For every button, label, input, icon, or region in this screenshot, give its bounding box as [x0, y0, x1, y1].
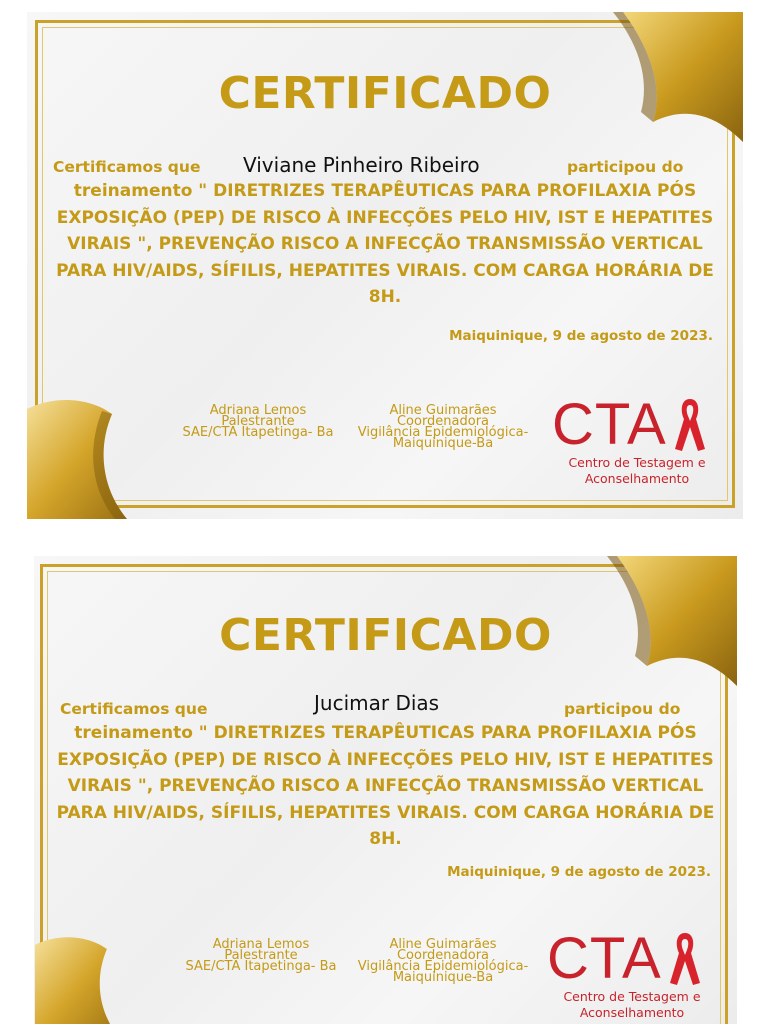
training-description: treinamento " DIRETRIZES TERAPÊUTICAS PARA PROFILAXIA PÓS EXPOSIÇÃO (PEP) DE RISCO À INFECÇÕES PELO HIV, IST E HEPATITES VIRAIS ", PREVENÇÃO RISCO A INFECÇÃO TRANSMISSÃO VERTICAL PARA HIV/AIDS, SÍFILIS, HEPATITES VIRAIS. COM CARGA HORÁRIA DE 8H. [56, 723, 715, 849]
signature-role: Coordenadora [396, 414, 490, 429]
cta-caption-line2: Aconselhamento [584, 471, 690, 486]
certificate-date: Maiquinique, 9 de agosto de 2023. [449, 328, 713, 344]
certificate-date: Maiquinique, 9 de agosto de 2023. [447, 864, 711, 880]
cta-logo-text: CTA [552, 392, 667, 457]
cta-caption [552, 455, 722, 487]
cta-logo [547, 926, 717, 1021]
signature-role: Palestrante [221, 414, 295, 429]
signature-speaker [156, 939, 366, 972]
certificate-title: CERTIFICADO [218, 68, 552, 119]
signature-city: Maiquinique-Ba [392, 436, 494, 451]
certificate-2 [34, 556, 737, 1024]
cta-caption-line1: Centro de Testagem e [568, 455, 706, 470]
intro-text: Certificamos que [60, 700, 208, 718]
cta-caption-line2: Aconselhamento [579, 1005, 685, 1020]
participated-text: participou do [567, 158, 684, 176]
signature-name: Adriana Lemos [209, 403, 307, 418]
cta-caption-line1: Centro de Testagem e [563, 989, 701, 1004]
gold-corner-ribbon-bottom-left [27, 389, 137, 519]
participated-text: participou do [564, 700, 681, 718]
signature-city: Maiquinique-Ba [392, 970, 494, 985]
signature-name: Aline Guimarães [389, 403, 497, 418]
signature-coordinator [343, 939, 543, 983]
gold-corner-ribbon-bottom-left [34, 928, 129, 1024]
signature-speaker [153, 405, 363, 438]
signature-coordinator [343, 405, 543, 449]
red-ribbon-icon [668, 931, 702, 987]
signature-org: SAE/CTA Itapetinga- Ba [185, 959, 337, 974]
recipient-name: Jucimar Dias [314, 691, 440, 715]
cta-logo [552, 392, 722, 487]
intro-text: Certificamos que [53, 158, 201, 176]
certificate-1 [27, 12, 743, 519]
signature-name: Aline Guimarães [389, 937, 497, 952]
recipient-name: Viviane Pinheiro Ribeiro [243, 153, 480, 177]
signature-org: SAE/CTA Itapetinga- Ba [182, 425, 334, 440]
signature-org: Vigilância Epidemiológica- [357, 959, 529, 974]
cta-logo-text: CTA [547, 926, 662, 991]
training-description: treinamento " DIRETRIZES TERAPÊUTICAS PARA PROFILAXIA PÓS EXPOSIÇÃO (PEP) DE RISCO À INFECÇÕES PELO HIV, IST E HEPATITES VIRAIS ", PREVENÇÃO RISCO A INFECÇÃO TRANSMISSÃO VERTICAL PARA HIV/AIDS, SÍFILIS, HEPATITES VIRAIS. COM CARGA HORÁRIA DE 8H. [56, 181, 714, 307]
signature-role: Coordenadora [396, 948, 490, 963]
cta-caption [547, 989, 717, 1021]
certificate-title: CERTIFICADO [219, 610, 552, 661]
signature-org: Vigilância Epidemiológica- [357, 425, 529, 440]
red-ribbon-icon [673, 397, 707, 453]
signature-role: Palestrante [224, 948, 298, 963]
signature-name: Adriana Lemos [212, 937, 310, 952]
